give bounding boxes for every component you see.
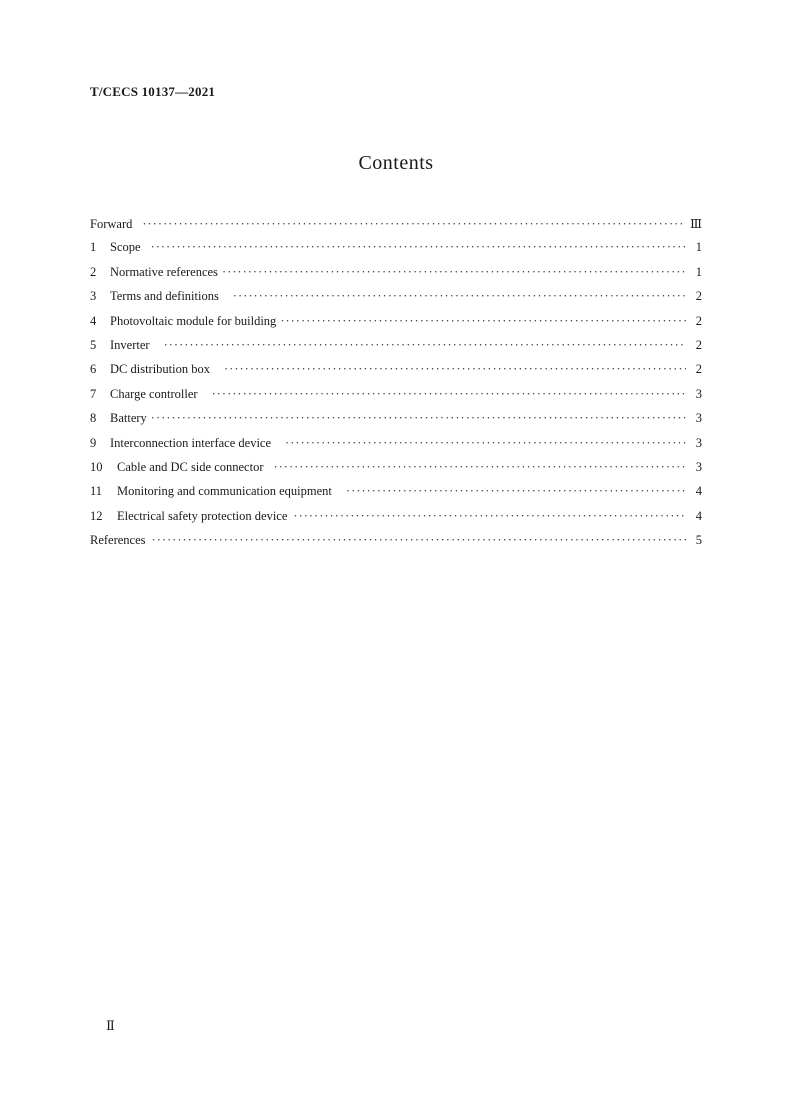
toc-leader-dots xyxy=(164,338,686,353)
toc-leader-dots xyxy=(151,411,686,426)
toc-entry-label: References xyxy=(90,533,146,548)
toc-entry-number: 4 xyxy=(90,313,97,328)
toc-entry-page: 2 xyxy=(695,362,702,377)
toc-entry-page: 1 xyxy=(695,240,702,255)
toc-entry-label: Interconnection interface device xyxy=(110,435,272,450)
toc-entry-number: 12 xyxy=(90,508,103,523)
toc-leader-dots xyxy=(151,240,686,255)
toc-entry-page: 3 xyxy=(695,386,702,401)
toc-entry-terms-and-definitions[interactable] xyxy=(90,289,702,313)
toc-leader-dots xyxy=(280,314,686,329)
toc-entry-page: 4 xyxy=(695,484,702,499)
toc-entry-page: 2 xyxy=(695,289,702,304)
toc-entry-page: Ⅲ xyxy=(689,217,702,231)
toc-entry-dc-distribution-box[interactable] xyxy=(90,362,702,386)
toc-entry-label: Normative references xyxy=(110,264,218,279)
toc-entry-page: 3 xyxy=(695,459,702,474)
toc-entry-number: 10 xyxy=(90,459,103,474)
toc-entry-label: Monitoring and communication equipment xyxy=(117,484,332,499)
toc-entry-label: Battery xyxy=(110,411,147,426)
toc-leader-dots xyxy=(285,436,686,451)
toc-leader-dots xyxy=(142,217,684,232)
toc-entry-label: DC distribution box xyxy=(110,362,211,377)
toc-entry-label: Charge controller xyxy=(110,386,198,401)
toc-entry-number: 1 xyxy=(90,240,97,255)
toc-entry-page: 4 xyxy=(695,508,702,523)
toc-entry-label: Forward xyxy=(90,217,133,231)
toc-entry-number: 2 xyxy=(90,264,97,279)
toc-entry-number: 9 xyxy=(90,435,97,450)
toc-entry-label: Photovoltaic module for building xyxy=(110,313,277,328)
toc-entry-label: Scope xyxy=(110,240,141,255)
toc-entry-number: 7 xyxy=(90,386,97,401)
toc-entry-forward[interactable] xyxy=(90,216,702,240)
toc-entry-cable-and-dc-side-connector[interactable] xyxy=(90,460,702,484)
page-number: Ⅱ xyxy=(106,1018,115,1033)
toc-entry-number: 5 xyxy=(90,337,97,352)
toc-entry-photovoltaic-module[interactable] xyxy=(90,314,702,338)
toc-entry-page: 2 xyxy=(695,337,702,352)
page-title: Contents xyxy=(358,152,434,174)
toc-entry-label: Terms and definitions xyxy=(110,289,219,304)
standard-code: T/CECS 10137—2021 xyxy=(90,84,216,99)
toc-entry-interconnection-interface-device[interactable] xyxy=(90,436,702,460)
toc-entry-page: 2 xyxy=(695,313,702,328)
toc-leader-dots xyxy=(222,265,686,280)
toc-entry-page: 3 xyxy=(695,411,702,426)
toc-leader-dots xyxy=(152,533,686,548)
toc-entry-label: Electrical safety protection device xyxy=(117,508,288,523)
toc-entry-number: 8 xyxy=(90,411,97,426)
toc-entry-label: Inverter xyxy=(110,337,150,352)
toc-entry-references[interactable] xyxy=(90,533,702,557)
toc-entry-page: 1 xyxy=(695,264,702,279)
toc-entry-battery[interactable] xyxy=(90,411,702,435)
toc-leader-dots xyxy=(224,362,686,377)
toc-entry-normative-references[interactable] xyxy=(90,265,702,289)
toc-entry-page: 5 xyxy=(695,533,702,548)
toc-leader-dots xyxy=(212,387,686,402)
toc-entry-number: 11 xyxy=(90,484,103,499)
toc-entry-label: Cable and DC side connector xyxy=(117,459,264,474)
toc-entry-electrical-safety-protection[interactable] xyxy=(90,509,702,533)
toc-leader-dots xyxy=(233,289,686,304)
toc-entry-scope[interactable] xyxy=(90,240,702,264)
toc-leader-dots xyxy=(273,460,686,475)
toc-entry-charge-controller[interactable] xyxy=(90,387,702,411)
toc-entry-number: 3 xyxy=(90,289,97,304)
toc-entry-page: 3 xyxy=(695,435,702,450)
toc-leader-dots xyxy=(346,484,686,499)
toc-entry-inverter[interactable] xyxy=(90,338,702,362)
toc-leader-dots xyxy=(293,509,686,524)
toc-entry-monitoring-and-communication[interactable] xyxy=(90,484,702,508)
table-of-contents xyxy=(90,216,702,557)
toc-entry-number: 6 xyxy=(90,362,97,377)
